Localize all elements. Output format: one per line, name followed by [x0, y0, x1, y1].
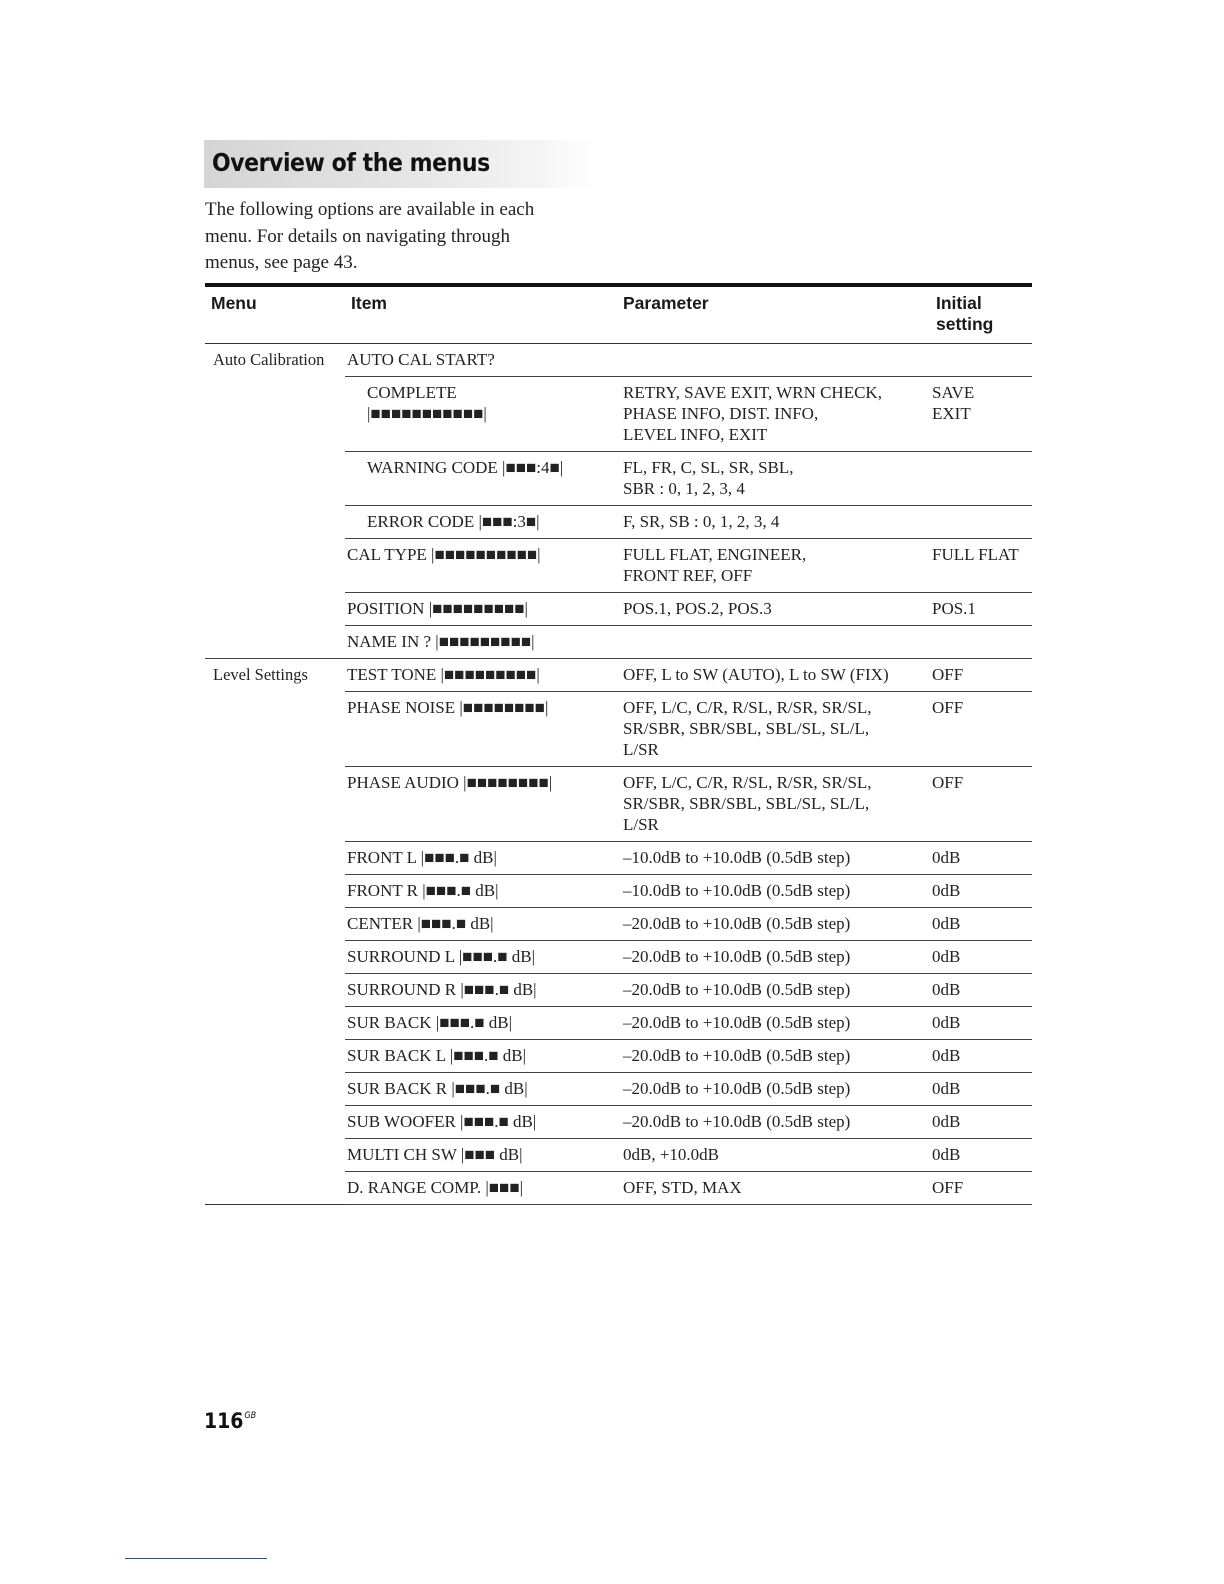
parameter-cell: F, SR, SB : 0, 1, 2, 3, 4 — [617, 506, 930, 539]
table-row — [205, 344, 1032, 377]
menu-name: Auto Calibration — [205, 344, 345, 659]
page-number — [204, 1409, 256, 1433]
intro-line: The following options are available in each — [205, 199, 535, 220]
initial-setting-cell: 0dB — [930, 842, 1032, 875]
parameter-cell: OFF, L to SW (AUTO), L to SW (FIX) — [617, 659, 930, 692]
parameter-cell: OFF, L/C, C/R, R/SL, R/SR, SR/SL, SR/SBR, SBR/SBL, SBL/SL, SL/L, L/SR — [617, 767, 930, 842]
intro-paragraph — [205, 197, 625, 277]
initial-setting-cell — [930, 452, 1032, 506]
initial-setting-cell — [930, 506, 1032, 539]
parameter-cell: 0dB, +10.0dB — [617, 1139, 930, 1172]
header-initial-setting: Initial setting — [930, 285, 1032, 344]
item-cell: SURROUND L |■■■.■ dB| — [345, 941, 617, 974]
menu-overview-table — [205, 283, 1032, 1205]
item-cell: MULTI CH SW |■■■ dB| — [345, 1139, 617, 1172]
page-number-suffix: GB — [244, 1411, 257, 1421]
table-row — [205, 659, 1032, 692]
item-cell: SUB WOOFER |■■■.■ dB| — [345, 1106, 617, 1139]
menu-name: Level Settings — [205, 659, 345, 1205]
initial-setting-cell: 0dB — [930, 1073, 1032, 1106]
intro-line: menu. For details on navigating through — [205, 225, 511, 247]
item-cell: POSITION |■■■■■■■■■| — [345, 593, 617, 626]
initial-setting-cell: 0dB — [930, 875, 1032, 908]
parameter-cell: OFF, STD, MAX — [617, 1172, 930, 1205]
parameter-cell: OFF, L/C, C/R, R/SL, R/SR, SR/SL, SR/SBR, SBR/SBL, SBL/SL, SL/L, L/SR — [617, 692, 930, 767]
table-header-row — [205, 285, 1032, 344]
initial-setting-cell: 0dB — [930, 1139, 1032, 1172]
item-cell: AUTO CAL START? — [345, 344, 617, 377]
item-cell: WARNING CODE |■■■:4■| — [345, 452, 617, 506]
item-cell: SURROUND R |■■■.■ dB| — [345, 974, 617, 1007]
table-body — [205, 344, 1032, 1205]
item-cell: PHASE NOISE |■■■■■■■■| — [345, 692, 617, 767]
parameter-cell: –20.0dB to +10.0dB (0.5dB step) — [617, 1073, 930, 1106]
item-cell: NAME IN ? |■■■■■■■■■| — [345, 626, 617, 659]
item-cell: SUR BACK R |■■■.■ dB| — [345, 1073, 617, 1106]
parameter-cell — [617, 344, 930, 377]
header-menu: Menu — [205, 285, 345, 344]
initial-setting-cell: POS.1 — [930, 593, 1032, 626]
parameter-cell: –20.0dB to +10.0dB (0.5dB step) — [617, 974, 930, 1007]
parameter-cell — [617, 626, 930, 659]
item-cell: FRONT L |■■■.■ dB| — [345, 842, 617, 875]
initial-setting-cell: FULL FLAT — [930, 539, 1032, 593]
initial-setting-cell: OFF — [930, 692, 1032, 767]
parameter-cell: –20.0dB to +10.0dB (0.5dB step) — [617, 1007, 930, 1040]
heading-banner — [204, 140, 596, 188]
parameter-cell: FULL FLAT, ENGINEER, FRONT REF, OFF — [617, 539, 930, 593]
parameter-cell: –20.0dB to +10.0dB (0.5dB step) — [617, 1106, 930, 1139]
parameter-cell: –10.0dB to +10.0dB (0.5dB step) — [617, 842, 930, 875]
footer-divider — [125, 1558, 267, 1559]
initial-setting-cell: 0dB — [930, 1040, 1032, 1073]
item-cell: SUR BACK |■■■.■ dB| — [345, 1007, 617, 1040]
item-cell: FRONT R |■■■.■ dB| — [345, 875, 617, 908]
page-number-value: 116 — [204, 1409, 244, 1433]
item-cell: SUR BACK L |■■■.■ dB| — [345, 1040, 617, 1073]
parameter-cell: –20.0dB to +10.0dB (0.5dB step) — [617, 908, 930, 941]
header-item: Item — [345, 285, 617, 344]
item-cell: TEST TONE |■■■■■■■■■| — [345, 659, 617, 692]
intro-line: menus, see page 43. — [205, 252, 358, 273]
parameter-cell: POS.1, POS.2, POS.3 — [617, 593, 930, 626]
item-cell: PHASE AUDIO |■■■■■■■■| — [345, 767, 617, 842]
initial-setting-cell — [930, 344, 1032, 377]
initial-setting-cell: OFF — [930, 1172, 1032, 1205]
initial-setting-cell: 0dB — [930, 908, 1032, 941]
initial-setting-cell: SAVE EXIT — [930, 377, 1032, 452]
item-cell: CAL TYPE |■■■■■■■■■■| — [345, 539, 617, 593]
parameter-cell: –10.0dB to +10.0dB (0.5dB step) — [617, 875, 930, 908]
initial-setting-cell: 0dB — [930, 1106, 1032, 1139]
parameter-cell: FL, FR, C, SL, SR, SBL, SBR : 0, 1, 2, 3, 4 — [617, 452, 930, 506]
initial-setting-cell: 0dB — [930, 974, 1032, 1007]
item-cell: CENTER |■■■.■ dB| — [345, 908, 617, 941]
initial-setting-cell: OFF — [930, 659, 1032, 692]
header-parameter: Parameter — [617, 285, 930, 344]
parameter-cell: –20.0dB to +10.0dB (0.5dB step) — [617, 1040, 930, 1073]
item-cell: ERROR CODE |■■■:3■| — [345, 506, 617, 539]
initial-setting-cell — [930, 626, 1032, 659]
initial-setting-cell: 0dB — [930, 1007, 1032, 1040]
initial-setting-cell: OFF — [930, 767, 1032, 842]
item-cell: D. RANGE COMP. |■■■| — [345, 1172, 617, 1205]
initial-setting-cell: 0dB — [930, 941, 1032, 974]
page-title: Overview of the menus — [212, 148, 490, 177]
parameter-cell: RETRY, SAVE EXIT, WRN CHECK, PHASE INFO, DIST. INFO, LEVEL INFO, EXIT — [617, 377, 930, 452]
item-cell: COMPLETE |■■■■■■■■■■■| — [345, 377, 617, 452]
parameter-cell: –20.0dB to +10.0dB (0.5dB step) — [617, 941, 930, 974]
